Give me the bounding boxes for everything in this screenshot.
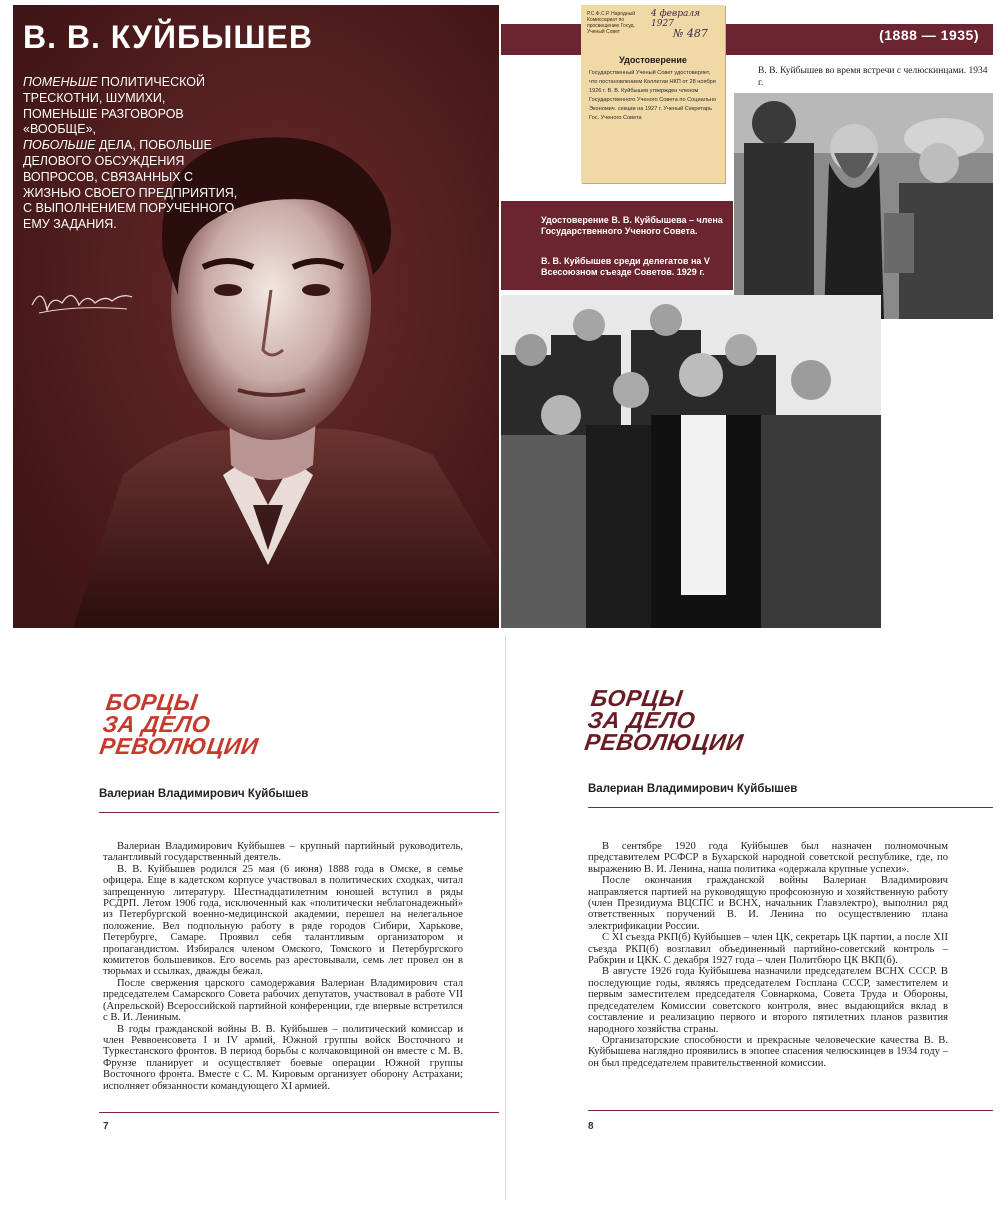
certificate-body: Государственный Ученый Совет удостоверяет, что постановлением Коллегии НКП от 28 ноября 1926 г. В. В. Куйбышев утвержден членом Государственного Ученого Совета по Социально Экономич. секции на 1927 г. Ученый Секретарь Гос. Ученого Совета xyxy=(589,70,717,121)
divider xyxy=(588,1110,993,1111)
text-page-7 xyxy=(13,635,499,1200)
paragraph: С XI съезда РКП(б) Куйбышев – член ЦК, секретарь ЦК партии, а после XII съезда РКП(б) возглавил объединенный партийно-советский контроль – Рабкрин и ЦКК. С декабря 1927 года – член Политбюро ЦК ВКП(б). xyxy=(588,932,948,967)
page-number: 8 xyxy=(588,1121,594,1132)
divider xyxy=(588,807,993,808)
biography-text xyxy=(588,841,948,1069)
paragraph: После свержения царского самодержавия Валериан Владимирович стал председателем Самарского Совета рабочих депутатов, участвовал в работе VII (Апрельской) Всероссийской партийной конференции, где впервые встретился с В. И. Лениным. xyxy=(103,977,463,1024)
text-page-8 xyxy=(505,635,994,1200)
page-number: 7 xyxy=(103,1121,109,1132)
series-title xyxy=(583,687,751,753)
paragraph: Организаторские способности и прекрасные человеческие качества В. В. Куйбышева наглядно проявились в эпопее спасения челюскинцев в 1934 году – он был председателем правительственной комиссии. xyxy=(588,1034,948,1069)
divider xyxy=(99,1112,499,1113)
series-line-3: РЕВОЛЮЦИИ xyxy=(98,733,261,759)
series-title xyxy=(98,691,266,757)
photo-congress-delegates xyxy=(501,295,881,628)
person-name: Валериан Владимирович Куйбышев xyxy=(99,788,309,800)
biography-text xyxy=(103,841,463,1092)
certificate-title: Удостоверение xyxy=(619,55,687,65)
photo-chelyuskin-meeting xyxy=(734,93,993,319)
paragraph: Валериан Владимирович Куйбышев – крупный партийный руководитель, талантливый государственный деятель. xyxy=(103,841,463,864)
certificate-header: Р.С.Ф.С.Р. Народный Комиссариат по просвещению Госуд. Ученый Совет xyxy=(587,11,636,35)
quote-part-1: ПОЛИТИЧЕСКОЙ ТРЕСКОТНИ, ШУМИХИ, ПОМЕНЬШЕ РАЗГОВОРОВ «ВООБЩЕ», xyxy=(23,75,205,137)
quote-emphasis-less: ПОМЕНЬШЕ xyxy=(23,75,98,89)
paragraph: В. В. Куйбышев родился 25 мая (6 июня) 1888 года в Омске, в семье офицера. Еще в кадетском корпусе участвовал в политических сходках, читал запрещенную литературу. Шестнадцатилетним юношей вступил в ряды РСДРП. Летом 1906 года, исключенный как «политически неблагонадежный» из Петербургской военно-медицинской академии, перешел на нелегальное положение. Вел подпольную работу в ряде городов Сибири, Харькове, Петербурге, Самаре. Проявил себя талантливым организатором и пропагандистом. Избирался членом Омского, Томского и Петербургского комитетов большевиков. Его восемь раз арестовывали, семь лет провел он в тюрьмах и ссылках, дважды бежал. xyxy=(103,863,463,978)
caption-congress: В. В. Куйбышев среди делегатов на V Всесоюзном съезде Советов. 1929 г. xyxy=(541,256,710,277)
divider xyxy=(99,812,499,813)
caption-certificate: Удостоверение В. В. Куйбышева – члена Государственного Ученого Совета. xyxy=(541,215,723,236)
quote-part-2: ДЕЛА, ПОБОЛЬШЕ ДЕЛОВОГО ОБСУЖДЕНИЯ ВОПРОСОВ, СВЯЗАННЫХ С ЖИЗНЬЮ СВОЕГО ПРЕДПРИЯТИЯ, С ВЫПОЛНЕНИЕМ ПОРУЧЕННОГО ЕМУ ЗАДАНИЯ. xyxy=(23,138,238,232)
quote-emphasis-more: ПОБОЛЬШЕ xyxy=(23,138,96,153)
paragraph: В годы гражданской войны В. В. Куйбышев – политический комиссар и член Реввоенсовета I и IV армий, Южной группы войск Восточного и Туркестанского фронтов. В период борьбы с колчаковщиной он вместе с М. В. Фрунзе планирует и осуществляет боевые операции Южной группы Восточного фронта. Вместе с С. М. Кировым организует оборону Астрахани; исполняет обязанности командующего XI армией. xyxy=(103,1023,463,1092)
caption-chelyuskin: В. В. Куйбышев во время встречи с челюскинцами. 1934 г. xyxy=(758,66,988,88)
cover-title: В. В. КУЙБЫШЕВ xyxy=(23,19,313,55)
cover-page xyxy=(13,5,499,628)
paragraph: После окончания гражданской войны Валериан Владимирович направляется партией на руководящую профсоюзную и хозяйственную работу (член Президиума ВЦСПС и ВСНХ, начальник Главэлектро), выполнил ряд ответственных поручений В. И. Ленина по осуществлению плана электрификации России. xyxy=(588,875,948,932)
handwritten-signature xyxy=(27,275,137,325)
certificate-document xyxy=(581,5,725,183)
series-line-2: ЗА ДЕЛО xyxy=(101,711,213,737)
series-line-1: БОРЦЫ xyxy=(589,685,685,711)
cover-quote xyxy=(23,75,243,233)
series-line-3: РЕВОЛЮЦИИ xyxy=(583,729,746,755)
series-line-2: ЗА ДЕЛО xyxy=(586,707,698,733)
paragraph: В августе 1926 года Куйбышева назначили председателем ВСНХ СССР. В последующие годы, являясь председателем Госплана СССР, заместителем и первым заместителем председателя Совнаркома, Совета Труда и Обороны, председателем Комиссии советского контроля, внес выдающийся вклад в составление и реализацию первого и второго пятилетних планов развития народного хозяйства страны. xyxy=(588,966,948,1035)
series-line-1: БОРЦЫ xyxy=(104,689,200,715)
certificate-number: № 487 xyxy=(673,27,708,40)
certificate-date: 4 февраля 1927 xyxy=(651,9,701,29)
paragraph: В сентябре 1920 года Куйбышев был назначен полномочным представителем РСФСР в Бухарской народной советской республике, где, по выражению В. И. Ленина, наша политика «одержала крупные успехи». xyxy=(588,841,948,875)
photo-spread-page xyxy=(501,5,993,628)
life-years: (1888 — 1935) xyxy=(879,27,979,43)
person-name: Валериан Владимирович Куйбышев xyxy=(588,783,798,795)
